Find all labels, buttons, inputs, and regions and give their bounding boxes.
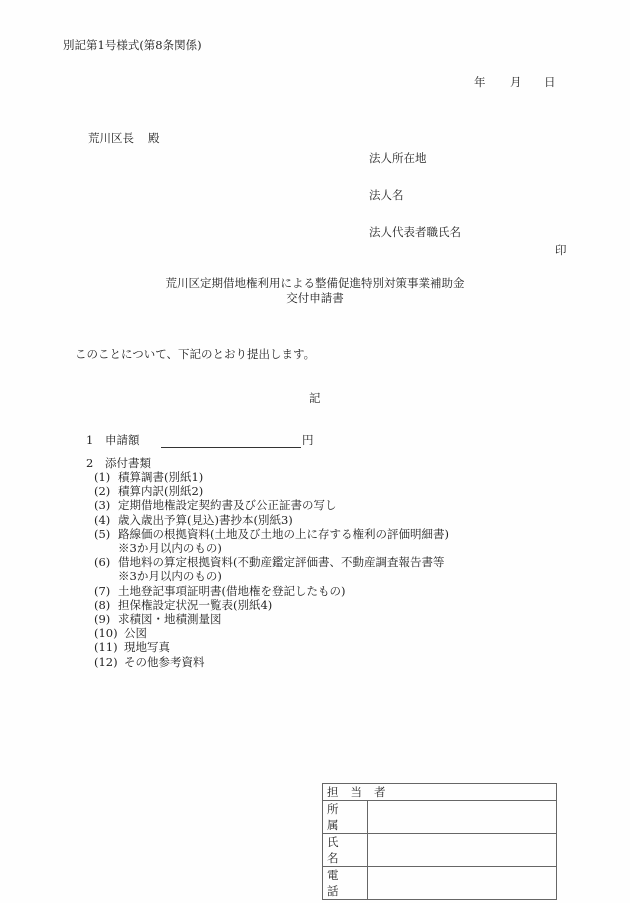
section-2-number: 2 xyxy=(86,456,94,470)
list-item: (9) 求積図・地積測量図 xyxy=(94,612,222,627)
title-line-2: 交付申請書 xyxy=(286,291,344,305)
list-item-note: ※3か月以内のもの) xyxy=(118,541,222,556)
list-item: (2) 積算内訳(別紙2) xyxy=(94,484,204,499)
staff-table-header: 担当者 xyxy=(323,784,557,801)
application-amount-row xyxy=(86,432,314,448)
list-item: (6) 借地料の算定根拠資料(不動産鑑定評価書、不動産調査報告書等 xyxy=(94,555,445,570)
date-year-label: 年 xyxy=(474,75,486,89)
document-title xyxy=(0,276,630,306)
applicant-name-label: 法人名 xyxy=(369,188,404,202)
amount-input-line[interactable] xyxy=(161,435,301,448)
section-1-number: 1 xyxy=(86,433,94,447)
form-label: 別記第1号様式(第8条関係) xyxy=(63,38,202,52)
list-item: (7) 土地登記事項証明書(借地権を登記したもの) xyxy=(94,583,346,598)
attachments-list xyxy=(94,470,449,669)
date-month-label: 月 xyxy=(510,75,522,89)
department-field[interactable] xyxy=(368,801,557,834)
applicant-address-label: 法人所在地 xyxy=(369,151,427,165)
list-item-note: ※3か月以内のもの) xyxy=(118,569,222,584)
seal-mark: 印 xyxy=(555,243,567,257)
list-item: (10) 公図 xyxy=(94,626,147,641)
list-item: (8) 担保権設定状況一覧表(別紙4) xyxy=(94,597,273,612)
department-label: 所属 xyxy=(323,801,368,834)
ki-heading: 記 xyxy=(309,391,321,405)
section-2-label: 添付書類 xyxy=(105,456,151,470)
addressee xyxy=(88,130,160,146)
addressee-name: 荒川区長 xyxy=(88,131,134,145)
list-item: (4) 歳入歳出予算(見込)書抄本(別紙3) xyxy=(94,512,293,527)
title-line-1: 荒川区定期借地権利用による整備促進特別対策事業補助金 xyxy=(165,276,465,290)
intro-text: このことについて、下記のとおり提出します。 xyxy=(75,347,316,361)
amount-unit: 円 xyxy=(302,433,314,447)
list-item: (1) 積算調書(別紙1) xyxy=(94,470,204,484)
list-item: (5) 路線価の根拠資料(土地及び土地の上に存する権利の評価明細書) xyxy=(94,526,449,541)
staff-contact-table xyxy=(322,783,557,900)
phone-field[interactable] xyxy=(368,867,557,900)
list-item: (11) 現地写真 xyxy=(94,640,170,655)
name-label: 氏名 xyxy=(323,834,368,867)
list-item: (3) 定期借地権設定契約書及び公正証書の写し xyxy=(94,498,337,513)
applicant-representative-label: 法人代表者職氏名 xyxy=(369,225,461,239)
addressee-honorific: 殿 xyxy=(148,131,160,145)
attachments-heading xyxy=(86,455,151,471)
section-1-label: 申請額 xyxy=(105,433,140,447)
list-item: (12) その他参考資料 xyxy=(94,654,205,669)
phone-label: 電話 xyxy=(323,867,368,900)
name-field[interactable] xyxy=(368,834,557,867)
date-day-label: 日 xyxy=(544,75,556,89)
